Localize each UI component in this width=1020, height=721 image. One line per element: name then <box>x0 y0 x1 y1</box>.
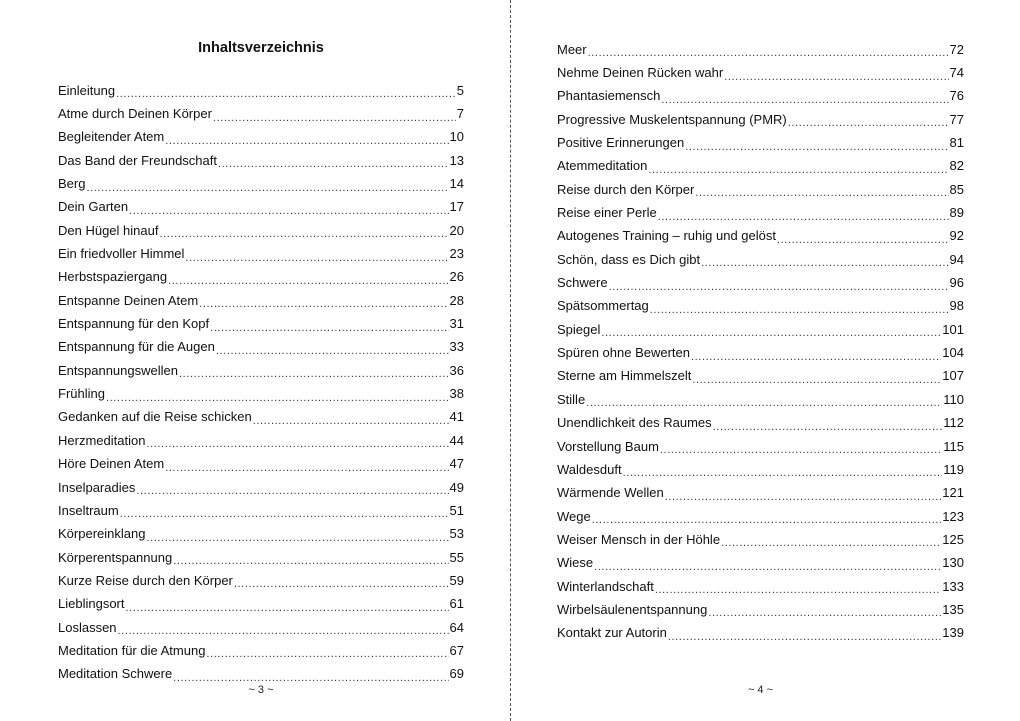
toc-entry <box>557 225 964 248</box>
dot-leader <box>661 91 948 108</box>
entry-title: Entspannung für die Augen <box>58 339 215 355</box>
entry-page-number: 76 <box>949 88 964 104</box>
dot-leader <box>179 365 449 382</box>
entry-page-number: 98 <box>949 298 964 314</box>
toc-entry <box>58 126 464 149</box>
entry-page-number: 133 <box>942 578 964 594</box>
entry-title: Begleitender Atem <box>58 129 165 145</box>
entry-page-number: 38 <box>449 386 464 402</box>
entry-title: Entspanne Deinen Atem <box>58 292 199 308</box>
dot-leader <box>655 581 941 598</box>
entry-page-number: 112 <box>943 415 964 431</box>
entry-title: Autogenes Training – ruhig und gelöst <box>557 228 776 244</box>
toc-entry <box>557 108 964 131</box>
entry-page-number: 121 <box>942 485 964 501</box>
entry-page-number: 130 <box>942 555 964 571</box>
entry-title: Höre Deinen Atem <box>58 456 165 472</box>
entry-page-number: 104 <box>942 345 964 361</box>
entry-page-number: 123 <box>942 508 964 524</box>
toc-entry <box>557 435 964 458</box>
toc-entry <box>58 312 464 335</box>
entry-page-number: 69 <box>449 666 464 682</box>
dot-leader <box>120 505 449 522</box>
dot-leader <box>136 482 448 499</box>
toc-entry <box>557 552 964 575</box>
entry-title: Den Hügel hinauf <box>58 222 159 238</box>
entry-page-number: 64 <box>449 619 464 635</box>
entry-title: Wärmende Wellen <box>557 485 664 501</box>
entry-page-number: 14 <box>449 176 464 192</box>
dot-leader <box>713 418 943 435</box>
dot-leader <box>129 202 448 219</box>
dot-leader <box>165 132 448 149</box>
dot-leader <box>623 464 943 481</box>
entry-title: Waldesduft <box>557 461 622 477</box>
entry-title: Wiese <box>557 555 594 571</box>
entry-page-number: 77 <box>949 111 964 127</box>
toc-entry <box>557 248 964 271</box>
toc-entry <box>557 295 964 318</box>
entry-title: Lieblingsort <box>58 596 125 612</box>
toc-entry <box>58 546 464 569</box>
toc-entry <box>557 505 964 528</box>
entry-page-number: 10 <box>449 129 464 145</box>
entry-page-number: 81 <box>949 135 964 151</box>
entry-page-number: 72 <box>949 41 964 57</box>
dot-leader <box>213 109 456 126</box>
toc-entry <box>557 482 964 505</box>
toc-entry <box>58 172 464 195</box>
entry-title: Ein friedvoller Himmel <box>58 246 185 262</box>
entry-page-number: 44 <box>449 432 464 448</box>
entry-title: Atme durch Deinen Körper <box>58 106 212 122</box>
toc-entry <box>58 382 464 405</box>
dot-leader <box>724 68 948 85</box>
entry-page-number: 28 <box>449 292 464 308</box>
dot-leader <box>126 599 449 616</box>
entry-page-number: 135 <box>942 601 964 617</box>
entry-page-number: 67 <box>449 642 464 658</box>
entry-page-number: 125 <box>942 531 964 547</box>
entry-page-number: 89 <box>949 205 964 221</box>
dot-leader <box>695 184 948 201</box>
dot-leader <box>146 435 448 452</box>
toc-entry <box>58 429 464 452</box>
dot-leader <box>86 179 448 196</box>
entry-title: Körpereinklang <box>58 526 146 542</box>
page-divider <box>510 0 511 721</box>
entry-page-number: 51 <box>449 502 464 518</box>
entry-title: Reise einer Perle <box>557 205 657 221</box>
entry-page-number: 82 <box>949 158 964 174</box>
toc-list-right <box>557 38 964 645</box>
dot-leader <box>218 155 449 172</box>
entry-title: Inselparadies <box>58 479 136 495</box>
dot-leader <box>650 301 949 318</box>
dot-leader <box>692 371 941 388</box>
dot-leader <box>586 394 942 411</box>
dot-leader <box>660 441 942 458</box>
toc-entry <box>557 178 964 201</box>
toc-entry <box>58 359 464 382</box>
toc-entry <box>557 598 964 621</box>
entry-title: Kontakt zur Autorin <box>557 625 667 641</box>
toc-entry <box>557 341 964 364</box>
toc-entry <box>58 499 464 522</box>
entry-page-number: 119 <box>943 461 964 477</box>
page-number: ~ 3 ~ <box>248 684 274 696</box>
entry-title: Spiegel <box>557 321 601 337</box>
dot-leader <box>777 231 949 248</box>
dot-leader <box>168 272 448 289</box>
entry-title: Unendlichkeit des Raumes <box>557 415 712 431</box>
toc-entry <box>58 149 464 172</box>
dot-leader <box>234 575 449 592</box>
entry-title: Meditation für die Atmung <box>58 642 206 658</box>
dot-leader <box>216 342 449 359</box>
toc-entry <box>557 201 964 224</box>
toc-entry <box>58 242 464 265</box>
dot-leader <box>594 558 941 575</box>
dot-leader <box>648 161 948 178</box>
entry-title: Spüren ohne Bewerten <box>557 345 690 361</box>
dot-leader <box>173 552 448 569</box>
entry-page-number: 53 <box>449 526 464 542</box>
entry-title: Meer <box>557 41 587 57</box>
page-number: ~ 4 ~ <box>747 684 774 696</box>
toc-entry <box>557 85 964 108</box>
toc-list-left <box>58 79 464 686</box>
toc-entry <box>557 365 964 388</box>
entry-page-number: 55 <box>449 549 464 565</box>
entry-page-number: 85 <box>949 181 964 197</box>
dot-leader <box>588 44 949 61</box>
right-page <box>512 0 1020 721</box>
dot-leader <box>658 208 949 225</box>
dot-leader <box>592 511 942 528</box>
toc-entry <box>58 569 464 592</box>
dot-leader <box>691 348 941 365</box>
entry-title: Wege <box>557 508 591 524</box>
toc-entry <box>58 453 464 476</box>
entry-title: Loslassen <box>58 619 117 635</box>
entry-title: Entspannungswellen <box>58 362 178 378</box>
entry-page-number: 74 <box>949 65 964 81</box>
entry-title: Sterne am Himmelszelt <box>557 368 692 384</box>
toc-entry <box>58 476 464 499</box>
entry-title: Winterlandschaft <box>557 578 654 594</box>
toc-entry <box>58 616 464 639</box>
entry-title: Positive Erinnerungen <box>557 135 685 151</box>
dot-leader <box>106 389 449 406</box>
dot-leader <box>788 114 949 131</box>
entry-page-number: 26 <box>449 269 464 285</box>
dot-leader <box>708 604 941 621</box>
entry-title: Frühling <box>58 386 105 402</box>
dot-leader <box>609 278 949 295</box>
dot-leader <box>701 254 948 271</box>
entry-title: Das Band der Freundschaft <box>58 152 217 168</box>
dot-leader <box>146 529 448 546</box>
entry-page-number: 110 <box>943 391 964 407</box>
dot-leader <box>210 319 448 336</box>
entry-title: Gedanken auf die Reise schicken <box>58 409 252 425</box>
entry-title: Entspannung für den Kopf <box>58 316 210 332</box>
toc-entry <box>58 336 464 359</box>
entry-page-number: 101 <box>942 321 964 337</box>
toc-entry <box>557 38 964 61</box>
entry-page-number: 5 <box>456 82 464 98</box>
entry-page-number: 92 <box>949 228 964 244</box>
entry-title: Phantasiemensch <box>557 88 661 104</box>
toc-entry <box>58 639 464 662</box>
entry-page-number: 23 <box>449 246 464 262</box>
toc-entry <box>557 155 964 178</box>
toc-entry <box>557 61 964 84</box>
entry-page-number: 96 <box>949 275 964 291</box>
entry-title: Atemmeditation <box>557 158 648 174</box>
entry-title: Kurze Reise durch den Körper <box>58 572 233 588</box>
toc-entry <box>557 622 964 645</box>
toc-entry <box>58 406 464 429</box>
entry-page-number: 61 <box>449 596 464 612</box>
entry-page-number: 7 <box>456 106 464 122</box>
toc-entry <box>58 289 464 312</box>
entry-title: Weiser Mensch in der Höhle <box>557 531 721 547</box>
toc-entry <box>557 528 964 551</box>
entry-title: Schwere <box>557 275 608 291</box>
dot-leader <box>199 295 448 312</box>
entry-page-number: 47 <box>449 456 464 472</box>
entry-title: Körperentspannung <box>58 549 173 565</box>
toc-entry <box>58 663 464 686</box>
dot-leader <box>721 534 941 551</box>
entry-title: Stille <box>557 391 586 407</box>
dot-leader <box>118 622 449 639</box>
dot-leader <box>253 412 449 429</box>
entry-title: Reise durch den Körper <box>557 181 695 197</box>
dot-leader <box>116 85 456 102</box>
entry-title: Inseltraum <box>58 502 119 518</box>
entry-title: Meditation Schwere <box>58 666 173 682</box>
dot-leader <box>685 138 948 155</box>
entry-title: Schön, dass es Dich gibt <box>557 251 701 267</box>
entry-title: Herzmeditation <box>58 432 146 448</box>
entry-title: Herbstspaziergang <box>58 269 168 285</box>
entry-page-number: 31 <box>449 316 464 332</box>
toc-entry <box>58 593 464 616</box>
entry-page-number: 20 <box>449 222 464 238</box>
toc-entry <box>58 102 464 125</box>
toc-entry <box>557 318 964 341</box>
entry-page-number: 139 <box>942 625 964 641</box>
entry-title: Einleitung <box>58 82 116 98</box>
entry-page-number: 17 <box>449 199 464 215</box>
entry-title: Berg <box>58 176 86 192</box>
entry-page-number: 49 <box>449 479 464 495</box>
entry-page-number: 107 <box>942 368 964 384</box>
dot-leader <box>665 488 942 505</box>
entry-title: Spätsommertag <box>557 298 649 314</box>
dot-leader <box>165 459 448 476</box>
entry-page-number: 13 <box>449 152 464 168</box>
entry-title: Vorstellung Baum <box>557 438 659 454</box>
entry-page-number: 94 <box>949 251 964 267</box>
dot-leader <box>206 645 448 662</box>
dot-leader <box>601 324 941 341</box>
dot-leader <box>668 628 941 645</box>
entry-title: Dein Garten <box>58 199 129 215</box>
entry-page-number: 115 <box>943 438 964 454</box>
entry-page-number: 41 <box>449 409 464 425</box>
entry-page-number: 33 <box>449 339 464 355</box>
toc-entry <box>58 266 464 289</box>
toc-entry <box>58 196 464 219</box>
entry-title: Wirbelsäulenentspannung <box>557 601 708 617</box>
toc-title: Inhaltsverzeichnis <box>198 40 324 56</box>
entry-page-number: 59 <box>449 572 464 588</box>
toc-entry <box>557 271 964 294</box>
toc-entry <box>557 131 964 154</box>
dot-leader <box>185 249 448 266</box>
entry-page-number: 36 <box>449 362 464 378</box>
toc-entry <box>58 79 464 102</box>
toc-entry <box>58 523 464 546</box>
toc-entry <box>557 412 964 435</box>
entry-title: Nehme Deinen Rücken wahr <box>557 65 724 81</box>
dot-leader <box>159 225 448 242</box>
toc-entry <box>557 458 964 481</box>
entry-title: Progressive Muskelentspannung (PMR) <box>557 111 787 127</box>
toc-entry <box>557 388 964 411</box>
toc-entry <box>58 219 464 242</box>
toc-entry <box>557 575 964 598</box>
